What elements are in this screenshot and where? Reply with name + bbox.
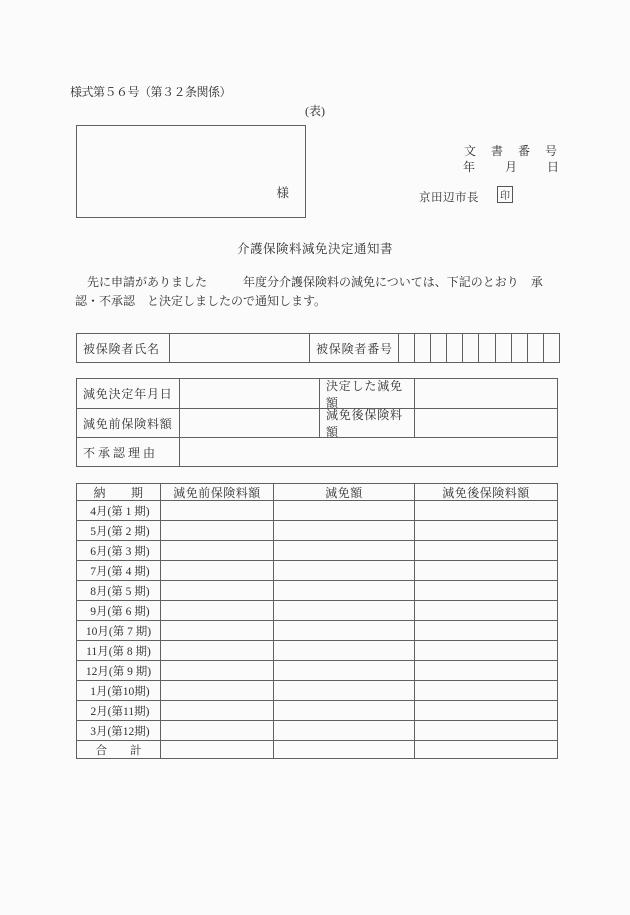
payment-table-value-cell [273, 600, 414, 620]
payment-table-value-cell [273, 560, 414, 580]
rejection-reason-label: 不 承 認 理 由 [77, 437, 179, 466]
recipient-address-box [76, 125, 306, 218]
payment-table-period-cell: 9月(第 6 期) [77, 600, 160, 620]
payment-table-value-cell [160, 660, 273, 680]
payment-table-value-cell [273, 580, 414, 600]
payment-table-value-cell [414, 560, 557, 580]
insured-number-boxes [398, 334, 559, 362]
payment-table-header: 減免前保険料額 [160, 484, 273, 500]
payment-table-value-cell [414, 580, 557, 600]
insured-number-digit-box [462, 334, 478, 362]
seal-mark [497, 186, 513, 203]
payment-table-period-cell: 3月(第12期) [77, 720, 160, 740]
payment-table-value-cell [160, 680, 273, 700]
payment-table-header: 納 期 [93, 485, 144, 500]
payment-table-value-cell [160, 520, 273, 540]
insured-number-digit-box [527, 334, 543, 362]
insured-name-value [169, 334, 309, 362]
decision-value [179, 408, 319, 437]
decision-value [414, 379, 557, 408]
insured-table [76, 333, 560, 363]
payment-table-value-cell [414, 520, 557, 540]
body-line-1: 先に申請がありました 年度分介護保険料の減免については、下記のとおり 承 [75, 275, 543, 289]
payment-table-value-cell [273, 740, 414, 758]
insured-name-label: 被保険者氏名 [83, 341, 160, 356]
payment-table-period-cell: 7月(第 4 期) [77, 560, 160, 580]
payment-table-value-cell [414, 700, 557, 720]
seal-character: 印 [500, 191, 510, 202]
decision-table [76, 378, 558, 467]
form-number: 様式第５６号（第３２条関係） [70, 85, 232, 99]
payment-table-value-cell [160, 500, 273, 520]
payment-table-period-cell: 8月(第 5 期) [77, 580, 160, 600]
payment-table-value-cell [414, 660, 557, 680]
decision-value [179, 379, 319, 408]
payment-table-period-cell: 12月(第 9 期) [77, 660, 160, 680]
payment-table-value-cell [160, 620, 273, 640]
payment-table-period-cell: 2月(第11期) [77, 700, 160, 720]
payment-table-value-cell [414, 500, 557, 520]
insured-number-digit-box [414, 334, 430, 362]
insured-number-digit-box [430, 334, 446, 362]
payment-table-value-cell [273, 520, 414, 540]
payment-table-value-cell [414, 540, 557, 560]
payment-table-value-cell [160, 720, 273, 740]
payment-table-period-cell: 5月(第 2 期) [77, 520, 160, 540]
payment-table-value-cell [160, 560, 273, 580]
payment-table-value-cell [160, 700, 273, 720]
payment-table-value-cell [414, 680, 557, 700]
insured-number-digit-box [446, 334, 462, 362]
payment-table-value-cell [273, 620, 414, 640]
recipient-honorific: 様 [276, 186, 289, 200]
decision-value [414, 408, 557, 437]
decision-label: 減免前保険料額 [77, 408, 179, 437]
payment-table-value-cell [160, 640, 273, 660]
payment-table-period-cell: 4月(第 1 期) [77, 500, 160, 520]
payment-table-value-cell [160, 740, 273, 758]
payment-table-value-cell [273, 640, 414, 660]
payment-table-value-cell [414, 600, 557, 620]
body-paragraph [75, 273, 543, 311]
insured-number-digit-box [495, 334, 511, 362]
body-line-2: 認・不承認 と決定しましたので通知します。 [75, 294, 327, 308]
decision-label: 減免決定年月日 [83, 387, 173, 401]
payment-table-period-cell: 11月(第 8 期) [77, 640, 160, 660]
document-number-label: 文 書 番 号 [464, 144, 559, 158]
payment-table-value-cell [273, 500, 414, 520]
payment-table-value-cell [160, 540, 273, 560]
payment-table-value-cell [160, 600, 273, 620]
payment-table-value-cell [273, 720, 414, 740]
payment-table-value-cell [273, 700, 414, 720]
payment-table-header: 減免後保険料額 [414, 484, 557, 500]
payment-table-value-cell [414, 640, 557, 660]
payment-table-value-cell [414, 720, 557, 740]
payment-table-period-cell: 1月(第10期) [77, 680, 160, 700]
payment-table-period-cell: 合 計 [77, 740, 160, 758]
rejection-reason-value [179, 437, 557, 466]
insured-number-label: 被保険者番号 [309, 334, 398, 362]
document-title: 介護保険料減免決定通知書 [236, 242, 393, 256]
decision-label: 減免後保険料額 [319, 408, 414, 437]
insured-number-digit-box [511, 334, 527, 362]
payment-table-value-cell [273, 660, 414, 680]
insured-number-digit-box [478, 334, 494, 362]
payment-table-header: 減免額 [273, 484, 414, 500]
payment-table-value-cell [273, 680, 414, 700]
insured-number-digit-box [543, 334, 559, 362]
payment-table-value-cell [414, 620, 557, 640]
payment-table-period-cell: 10月(第 7 期) [77, 620, 160, 640]
payment-table [76, 483, 558, 759]
issuer-name: 京田辺市長 [419, 192, 479, 204]
payment-table-value-cell [273, 540, 414, 560]
decision-label: 決定した減免額 [319, 379, 414, 408]
date-label: 年 月 日 [463, 160, 562, 174]
payment-table-value-cell [414, 740, 557, 758]
payment-table-value-cell [160, 580, 273, 600]
payment-table-period-cell: 6月(第 3 期) [77, 540, 160, 560]
page-side-label: (表) [305, 104, 325, 118]
insured-number-digit-box [399, 334, 414, 362]
